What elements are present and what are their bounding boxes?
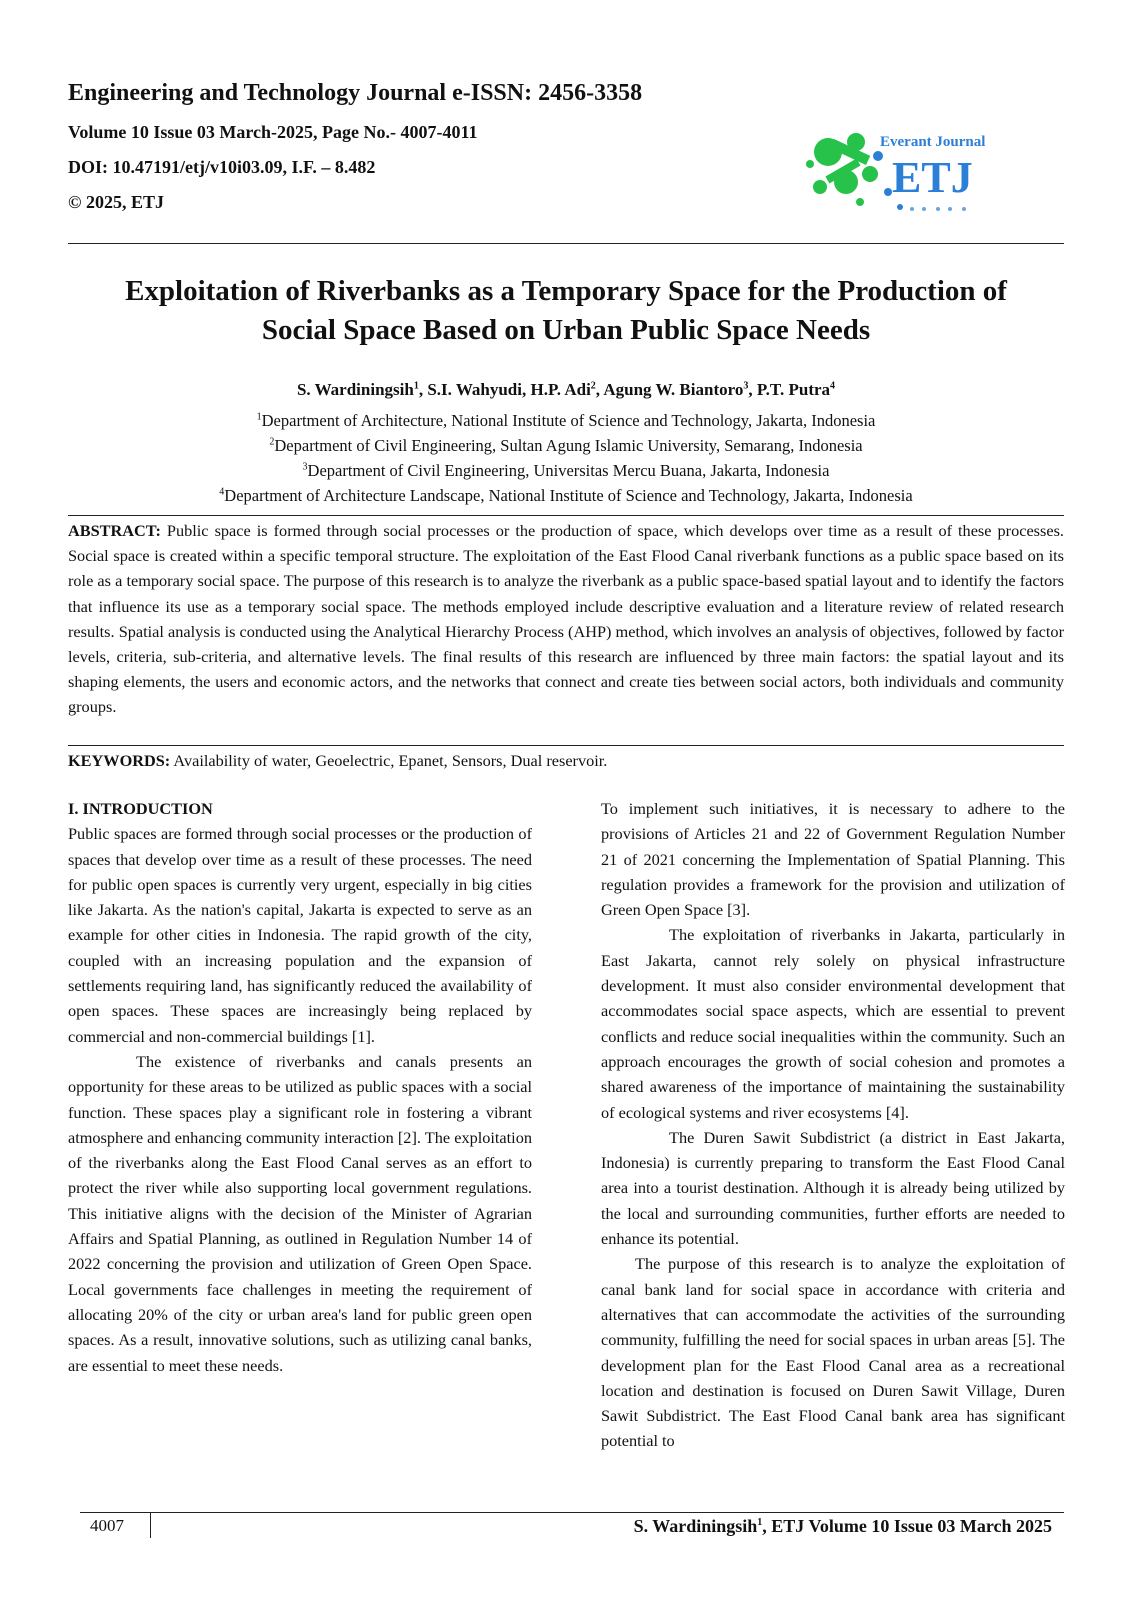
author-sup: 1 xyxy=(413,380,419,392)
author-list xyxy=(68,380,1064,400)
footer-author: S. Wardiningsih xyxy=(633,1516,758,1536)
body-paragraph: The existence of riverbanks and canals presents an opportunity for these areas to be utilized as public spaces with a social function. These spaces play a significant role in fostering a vibrant atmosphere and enhancing community interaction [2]. The exploitation of the riverbanks along the East Flood Canal serves as an effort to protect the river while also supporting local government regulations. This initiative aligns with the decision of the Minister of Agrarian Affairs and Spatial Planning, as outlined in Regulation Number 14 of 2022 concerning the provision and utilization of Green Open Space. Local governments face challenges in meeting the requirement of allocating 20% of the city or urban area's land for public green open spaces. As a result, innovative solutions, such as utilizing canal banks, are essential to meet these needs. xyxy=(68,1051,532,1375)
affiliation xyxy=(68,408,1064,433)
abstract-label: ABSTRACT: xyxy=(68,521,161,540)
journal-title: Engineering and Technology Journal e-ISSN: 2456-3358 xyxy=(68,80,643,106)
footer-separator xyxy=(150,1512,151,1538)
author-name: Agung W. Biantoro xyxy=(603,380,744,399)
author-sup: 2 xyxy=(590,380,596,392)
keywords-text: Availability of water, Geoelectric, Epanet, Sensors, Dual reservoir. xyxy=(173,751,608,770)
author-sup: 4 xyxy=(830,380,836,392)
author-name: S. Wardiningsih xyxy=(296,380,414,399)
logo-text: Everant Journal xyxy=(880,134,986,150)
affiliation-text: Department of Civil Engineering, Sultan Agung Islamic University, Semarang, Indonesia xyxy=(274,436,863,455)
footer-citation xyxy=(634,1516,1052,1537)
body-paragraph: The purpose of this research is to analyze the exploitation of canal bank land for social space in accordance with criteria and alternatives that can accommodate the activities of the surrounding community, fulfilling the need for social spaces in urban areas [5]. The development plan for the East Flood Canal area as a recreational location and destination is focused on Duren Sawit Village, Duren Sawit Subdistrict. The East Flood Canal bank area has significant potential to xyxy=(601,1254,1065,1451)
author-sep: , xyxy=(418,380,428,399)
affiliation-text: Department of Civil Engineering, Universitas Mercu Buana, Jakarta, Indonesia xyxy=(307,461,830,480)
affiliation-text: Department of Architecture, National Institute of Science and Technology, Jakarta, Indonesia xyxy=(261,411,876,430)
affiliation xyxy=(68,433,1064,458)
volume-line: Volume 10 Issue 03 March-2025, Page No.- 4007-4011 xyxy=(68,122,478,142)
section-heading-introduction: I. INTRODUCTION xyxy=(68,799,213,818)
affiliation-text: Department of Architecture Landscape, National Institute of Science and Technology, Jakarta, Indonesia xyxy=(224,486,913,505)
journal-header xyxy=(68,78,768,213)
abstract-top-rule xyxy=(68,515,1064,516)
affiliation-sup: 4 xyxy=(219,486,225,498)
title-line-1: Exploitation of Riverbanks as a Temporary Space for the Production of xyxy=(125,275,1007,307)
keywords xyxy=(68,748,1064,773)
affiliation xyxy=(68,483,1064,508)
body-paragraph: The Duren Sawit Subdistrict (a district in East Jakarta, Indonesia) is currently preparing to transform the East Flood Canal area into a tourist destination. Although it is already being utilized by the local and surrounding communities, further efforts are needed to enhance its potential. xyxy=(601,1127,1065,1249)
footer-author-sup: 1 xyxy=(757,1517,763,1528)
author-sep: , xyxy=(748,380,757,399)
affiliation-sup: 3 xyxy=(302,461,308,473)
doi-line: DOI: 10.47191/etj/v10i03.09, I.F. – 8.482 xyxy=(68,157,376,177)
abstract-bottom-rule xyxy=(68,745,1064,746)
affiliation-sup: 2 xyxy=(269,436,275,448)
affiliation xyxy=(68,458,1064,483)
title-line-2: Social Space Based on Urban Public Space Needs xyxy=(261,314,871,346)
etj-logo xyxy=(800,112,1010,222)
author-name: P.T. Putra xyxy=(756,380,831,399)
author-name: S.I. Wahyudi, H.P. Adi xyxy=(427,380,591,399)
abstract xyxy=(68,518,1064,720)
right-column xyxy=(601,796,1065,1454)
footer-rule xyxy=(80,1512,1064,1513)
affiliation-list xyxy=(68,408,1064,508)
header-divider xyxy=(68,243,1064,244)
affiliation-sup: 1 xyxy=(256,411,262,423)
logo-mark: ETJ xyxy=(892,153,973,202)
author-sep: , xyxy=(595,380,604,399)
copyright-line: © 2025, ETJ xyxy=(68,192,164,212)
left-column xyxy=(68,796,532,1378)
body-paragraph: To implement such initiatives, it is necessary to adhere to the provisions of Articles 21 and 22 of Government Regulation Number 21 of 2021 concerning the Implementation of Spatial Planning. This regulation provides a framework for the provision and utilization of Green Open Space [3]. xyxy=(601,799,1065,920)
body-paragraph: Public spaces are formed through social processes or the production of spaces that develop over time as a result of these processes. The need for public open spaces is currently very urgent, especially in big cities like Jakarta. As the nation's capital, Jakarta is expected to serve as an example for other cities in Indonesia. The rapid growth of the city, coupled with an increasing population and the expansion of settlements requiring land, has significantly reduced the availability of open spaces. These spaces are increasingly being replaced by commercial and non-commercial buildings [1]. xyxy=(68,824,532,1046)
footer-citation-tail: , ETJ Volume 10 Issue 03 March 2025 xyxy=(762,1516,1052,1536)
abstract-text: Public space is formed through social processes or the production of space, which develops over time as a result of these processes. Social space is created within a specific temporal structure. The exploitation of the East Flood Canal riverbank functions as a public space based on its role as a temporary social space. The purpose of this research is to analyze the riverbank as a public space-based spatial layout and to identify the factors that influence its use as a temporary social space. The methods employed include descriptive evaluation and a literature review of related research results. Spatial analysis is conducted using the Analytical Hierarchy Process (AHP) method, which involves an analysis of objectives, followed by factor levels, criteria, sub-criteria, and alternative levels. The final results of this research are influenced by three main factors: the spatial layout and its shaping elements, the users and economic actors, and the networks that connect and create ties between social actors, both individuals and community groups. xyxy=(68,521,1064,717)
body-paragraph: The exploitation of riverbanks in Jakarta, particularly in East Jakarta, cannot rely solely on physical infrastructure development. It must also consider environmental development that accommodates social space aspects, which are essential to prevent conflicts and reduce social inequalities within the community. Such an approach encourages the growth of social cohesion and promotes a shared awareness of the importance of maintaining the sustainability of ecological systems and river ecosystems [4]. xyxy=(601,925,1065,1122)
paper-title xyxy=(68,272,1064,350)
page-number: 4007 xyxy=(90,1516,124,1535)
author-sup: 3 xyxy=(743,380,749,392)
keywords-label: KEYWORDS: xyxy=(68,751,171,770)
